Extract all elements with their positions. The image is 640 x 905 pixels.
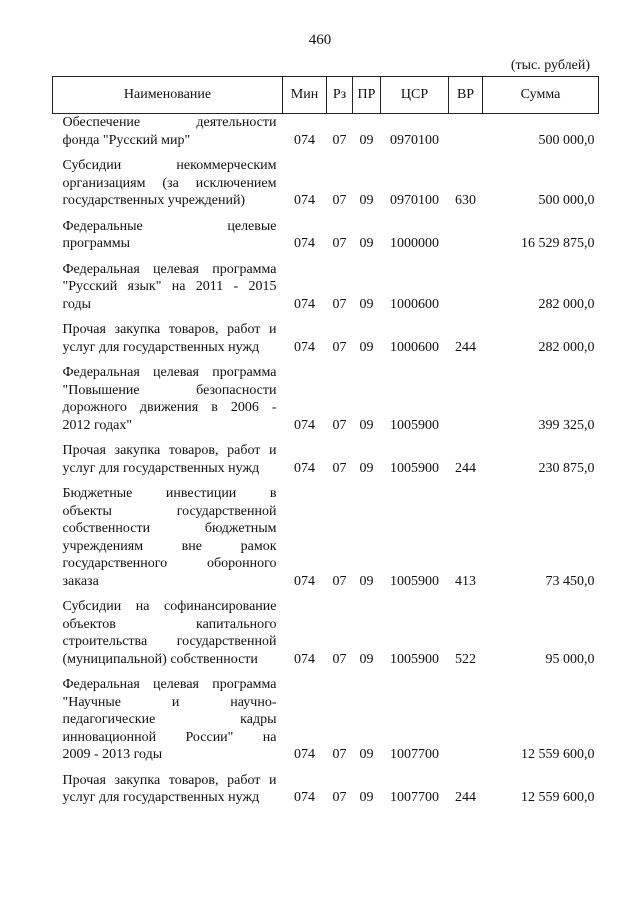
cell-sum: 500 000,0 — [538, 193, 595, 208]
table-row — [53, 598, 599, 676]
cell-min: 074 — [294, 573, 315, 589]
cell-rz: 07 — [332, 573, 347, 589]
cell-min: 074 — [294, 339, 315, 355]
header-min: Мин — [283, 77, 327, 114]
row-name-line: 2012 годах" — [62, 417, 133, 433]
page-number: 460 — [308, 32, 332, 48]
row-name-line: Прочая закупка товаров, работ и — [62, 443, 277, 458]
row-name-line: государственных учреждений) — [62, 193, 246, 208]
row-name-line: программы — [62, 236, 131, 251]
cell-pr: 09 — [359, 296, 374, 312]
cell-rz: 07 — [332, 339, 347, 355]
table-row — [53, 218, 599, 261]
row-name-line: объектов капитального — [62, 616, 277, 632]
cell-min: 074 — [294, 417, 315, 433]
cell-csr: 1000000 — [390, 236, 439, 251]
cell-csr: 1005900 — [390, 417, 439, 433]
cell-vr: 244 — [455, 339, 476, 355]
row-name-line: Федеральная целевая программа — [62, 365, 277, 380]
header-vr: ВР — [449, 77, 483, 114]
row-name-line: Бюджетные инвестиции в — [62, 486, 277, 501]
cell-min: 074 — [294, 747, 315, 762]
row-name-line: услуг для государственных нужд — [62, 460, 260, 476]
row-name-line: Федеральные целевые — [62, 218, 277, 234]
row-name-line: собственности бюджетным — [62, 521, 277, 536]
cell-sum: 12 559 600,0 — [521, 790, 595, 805]
cell-csr: 1000600 — [390, 296, 439, 312]
cell-rz: 07 — [332, 236, 347, 251]
cell-rz: 07 — [332, 296, 347, 312]
cell-vr: 244 — [455, 460, 476, 476]
row-name-line: организациям (за исключением — [62, 175, 277, 191]
table-row — [53, 676, 599, 772]
budget-table — [52, 76, 599, 815]
cell-csr: 1005900 — [390, 573, 439, 589]
cell-csr: 0970100 — [390, 132, 439, 148]
row-name-line: "Научные и научно- — [62, 694, 277, 710]
cell-sum: 230 875,0 — [538, 460, 595, 476]
cell-rz: 07 — [332, 651, 347, 667]
cell-pr: 09 — [359, 651, 374, 667]
cell-vr: 522 — [455, 651, 476, 667]
row-name-line: годы — [62, 296, 92, 312]
cell-rz: 07 — [332, 417, 347, 433]
cell-pr: 09 — [359, 573, 374, 589]
row-name — [53, 485, 283, 598]
table-row — [53, 772, 599, 815]
cell-vr: 244 — [455, 790, 476, 805]
row-name-line: учреждениям вне рамок — [62, 538, 277, 554]
row-name — [53, 364, 283, 442]
header-pr: ПР — [353, 77, 381, 114]
cell-pr: 09 — [359, 460, 374, 476]
row-name-line: инновационной России" на — [62, 729, 277, 745]
row-name — [53, 218, 283, 261]
table-row — [53, 442, 599, 485]
cell-rz: 07 — [332, 747, 347, 762]
cell-min: 074 — [294, 236, 315, 251]
cell-sum: 73 450,0 — [545, 573, 595, 589]
cell-csr: 1000600 — [390, 339, 439, 355]
row-name-line: "Русский язык" на 2011 - 2015 — [62, 279, 277, 294]
row-name-line: услуг для государственных нужд — [62, 790, 260, 805]
cell-rz: 07 — [332, 460, 347, 476]
header-name: Наименование — [53, 77, 283, 114]
cell-pr: 09 — [359, 132, 374, 148]
row-name-line: заказа — [62, 573, 99, 589]
cell-vr: 630 — [455, 193, 476, 208]
header-csr: ЦСР — [381, 77, 449, 114]
cell-rz: 07 — [332, 132, 347, 148]
row-name — [53, 676, 283, 772]
cell-sum: 95 000,0 — [545, 651, 595, 667]
row-name — [53, 772, 283, 815]
row-name-line: Федеральная целевая программа — [62, 677, 277, 692]
row-name-line: Прочая закупка товаров, работ и — [62, 322, 277, 337]
cell-pr: 09 — [359, 236, 374, 251]
cell-csr: 1007700 — [390, 790, 439, 805]
table-header-row — [53, 77, 599, 114]
cell-min: 074 — [294, 460, 315, 476]
cell-pr: 09 — [359, 747, 374, 762]
cell-csr: 1007700 — [390, 747, 439, 762]
row-name-line: дорожного движения в 2006 - — [62, 400, 277, 415]
row-name-line: педагогические кадры — [62, 712, 277, 727]
row-name-line: строительства государственной — [62, 634, 277, 649]
row-name-line: Субсидии некоммерческим — [62, 158, 277, 173]
table-body — [53, 114, 599, 815]
header-sum: Сумма — [483, 77, 599, 114]
row-name — [53, 321, 283, 364]
row-name — [53, 598, 283, 676]
row-name — [53, 261, 283, 322]
table-row — [53, 157, 599, 218]
cell-csr: 1005900 — [390, 651, 439, 667]
row-name-line: Федеральная целевая программа — [62, 261, 277, 277]
cell-min: 074 — [294, 193, 315, 208]
cell-pr: 09 — [359, 193, 374, 208]
table-row — [53, 114, 599, 158]
table-row — [53, 261, 599, 322]
table-row — [53, 364, 599, 442]
row-name — [53, 157, 283, 218]
row-name-line: государственного оборонного — [62, 556, 277, 571]
cell-vr — [449, 218, 483, 261]
row-name — [53, 442, 283, 485]
row-name-line: услуг для государственных нужд — [62, 339, 260, 355]
cell-vr — [449, 261, 483, 322]
cell-sum: 399 325,0 — [538, 417, 595, 433]
cell-pr: 09 — [359, 417, 374, 433]
row-name-line: Субсидии на софинансирование — [62, 599, 277, 614]
row-name-line: (муниципальной) собственности — [62, 651, 258, 667]
cell-rz: 07 — [332, 193, 347, 208]
row-name-line: Обеспечение деятельности — [62, 115, 277, 130]
cell-csr: 0970100 — [390, 193, 439, 208]
cell-pr: 09 — [359, 339, 374, 355]
row-name — [53, 114, 283, 158]
cell-pr: 09 — [359, 790, 374, 805]
cell-sum: 282 000,0 — [538, 339, 595, 355]
table-row — [53, 485, 599, 598]
cell-vr — [449, 364, 483, 442]
row-name-line: 2009 - 2013 годы — [62, 747, 163, 762]
cell-sum: 282 000,0 — [538, 296, 595, 312]
cell-min: 074 — [294, 790, 315, 805]
cell-rz: 07 — [332, 790, 347, 805]
row-name-line: "Повышение безопасности — [62, 382, 277, 398]
cell-vr — [449, 114, 483, 158]
cell-vr: 413 — [455, 573, 476, 589]
cell-vr — [449, 676, 483, 772]
units-label: (тыс. рублей) — [510, 58, 590, 73]
cell-sum: 500 000,0 — [538, 132, 595, 148]
cell-sum: 16 529 875,0 — [521, 236, 595, 251]
row-name-line: фонда "Русский мир" — [62, 132, 191, 148]
row-name-line: объекты государственной — [62, 503, 277, 519]
cell-csr: 1005900 — [390, 460, 439, 476]
cell-min: 074 — [294, 296, 315, 312]
header-rz: Рз — [327, 77, 353, 114]
cell-min: 074 — [294, 651, 315, 667]
cell-min: 074 — [294, 132, 315, 148]
table-row — [53, 321, 599, 364]
cell-sum: 12 559 600,0 — [521, 747, 595, 762]
row-name-line: Прочая закупка товаров, работ и — [62, 772, 277, 788]
